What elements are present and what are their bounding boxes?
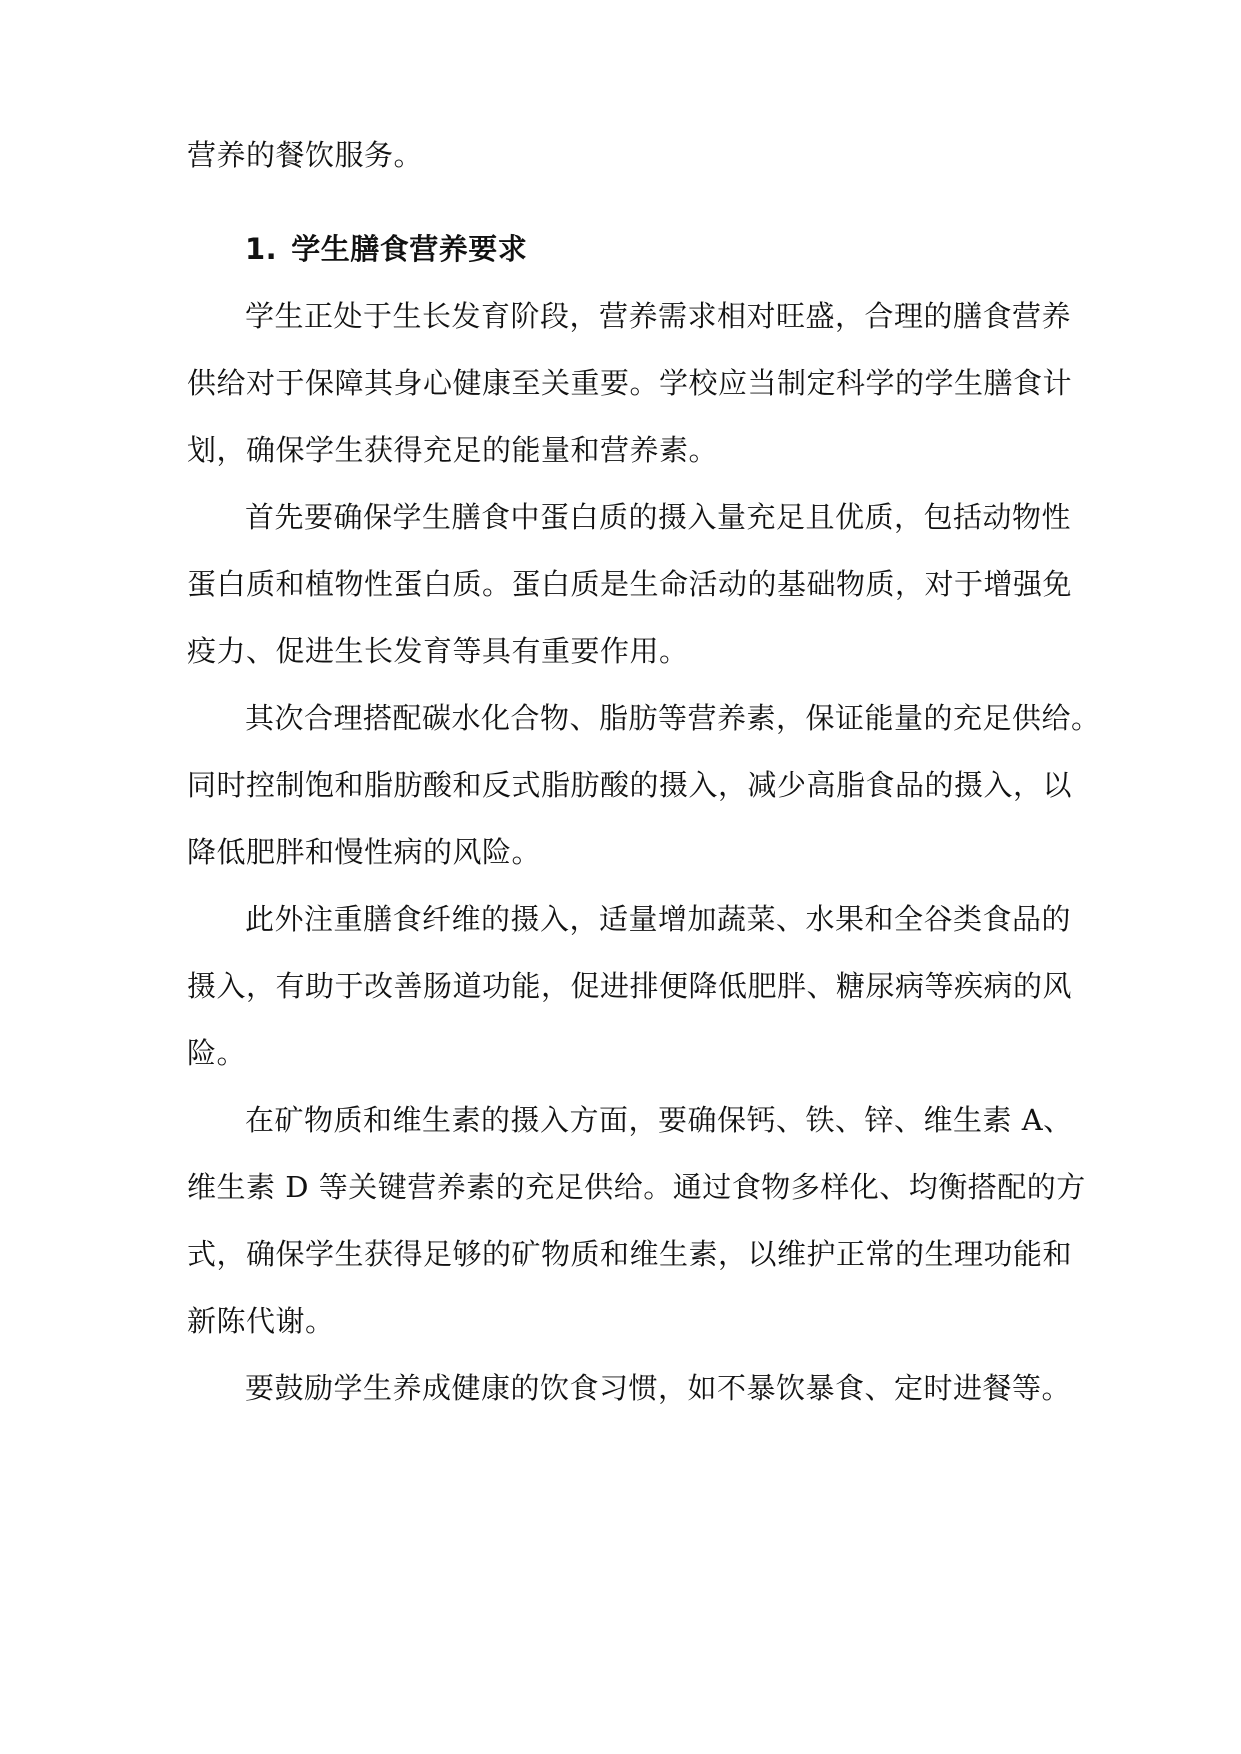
paragraph-1-line-3: 划，确保学生获得充足的能量和营养素。 (187, 433, 719, 467)
intro-tail-line: 营养的餐饮服务。 (187, 138, 424, 172)
paragraph-1-line-2: 供给对于保障其身心健康至关重要。学校应当制定科学的学生膳食计 (187, 366, 1073, 400)
paragraph-2-line-3: 疫力、促进生长发育等具有重要作用。 (187, 634, 689, 668)
paragraph-4-line-2: 摄入，有助于改善肠道功能，促进排便降低肥胖、糖尿病等疾病的风 (187, 969, 1073, 1003)
paragraph-5-line-2: 维生素 D 等关键营养素的充足供给。通过食物多样化、均衡搭配的方 (187, 1170, 1086, 1204)
paragraph-2-line-2: 蛋白质和植物性蛋白质。蛋白质是生命活动的基础物质，对于增强免 (187, 567, 1073, 601)
paragraph-3-line-1: 其次合理搭配碳水化合物、脂肪等营养素，保证能量的充足供给。 (245, 701, 1101, 735)
paragraph-4-line-1: 此外注重膳食纤维的摄入，适量增加蔬菜、水果和全谷类食品的 (245, 902, 1072, 936)
paragraph-2-line-1: 首先要确保学生膳食中蛋白质的摄入量充足且优质，包括动物性 (245, 500, 1072, 534)
paragraph-6-line-1: 要鼓励学生养成健康的饮食习惯，如不暴饮暴食、定时进餐等。 (245, 1371, 1072, 1405)
paragraph-5-line-4: 新陈代谢。 (187, 1304, 335, 1338)
section-heading (245, 229, 527, 269)
paragraph-4-line-3: 险。 (187, 1036, 247, 1070)
paragraph-3-line-2: 同时控制饱和脂肪酸和反式脂肪酸的摄入，减少高脂食品的摄入，以 (187, 768, 1073, 802)
paragraph-3-line-3: 降低肥胖和慢性病的风险。 (187, 835, 542, 869)
paragraph-5-line-3: 式，确保学生获得足够的矿物质和维生素，以维护正常的生理功能和 (187, 1237, 1073, 1271)
paragraph-5-line-1: 在矿物质和维生素的摄入方面，要确保钙、铁、锌、维生素 A、 (245, 1103, 1073, 1137)
section-title: 学生膳食营养要求 (291, 232, 528, 266)
paragraph-1-line-1: 学生正处于生长发育阶段，营养需求相对旺盛，合理的膳食营养 (245, 299, 1072, 333)
section-number: 1. (245, 232, 278, 266)
